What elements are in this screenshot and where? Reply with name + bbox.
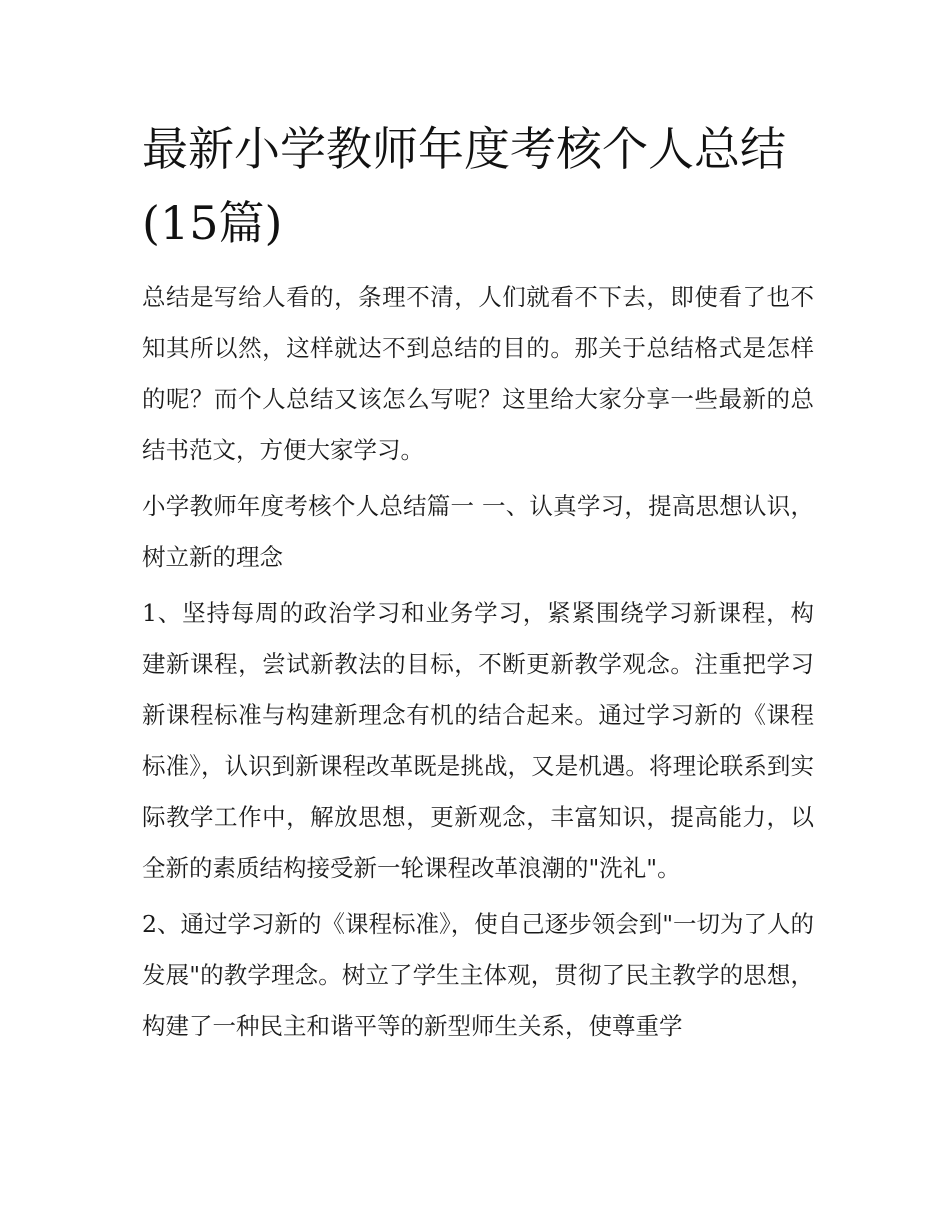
body-paragraph-1: 1、坚持每周的政治学习和业务学习，紧紧围绕学习新课程，构建新课程，尝试新教法的目标，不断更新教学观念。注重把学习新课程标准与构建新理念有机的结合起来。通过学习新的《课程标准》，认识到新课程改革既是挑战，又是机遇。将理论联系到实际教学工作中，解放思想，更新观念，丰富知识，提高能力，以全新的素质结构接受新一轮课程改革浪潮的"洗礼"。 bbox=[142, 599, 814, 882]
document-title: 最新小学教师年度考核个人总结(15篇) bbox=[142, 122, 786, 250]
intro-paragraph: 总结是写给人看的，条理不清，人们就看不下去，即使看了也不知其所以然，这样就达不到总结的目的。那关于总结格式是怎样的呢？而个人总结又该怎么写呢？这里给大家分享一些最新的总结书范文，方便大家学习。 bbox=[142, 283, 814, 464]
body-paragraph-2: 2、通过学习新的《课程标准》，使自己逐步领会到"一切为了人的发展"的教学理念。树立了学生主体观，贯彻了民主教学的思想，构建了一种民主和谐平等的新型师生关系，使尊重学 bbox=[142, 910, 815, 1040]
section-heading-paragraph: 小学教师年度考核个人总结篇一 一、认真学习，提高思想认识，树立新的理念 bbox=[142, 492, 814, 571]
document-body bbox=[142, 112, 814, 1052]
